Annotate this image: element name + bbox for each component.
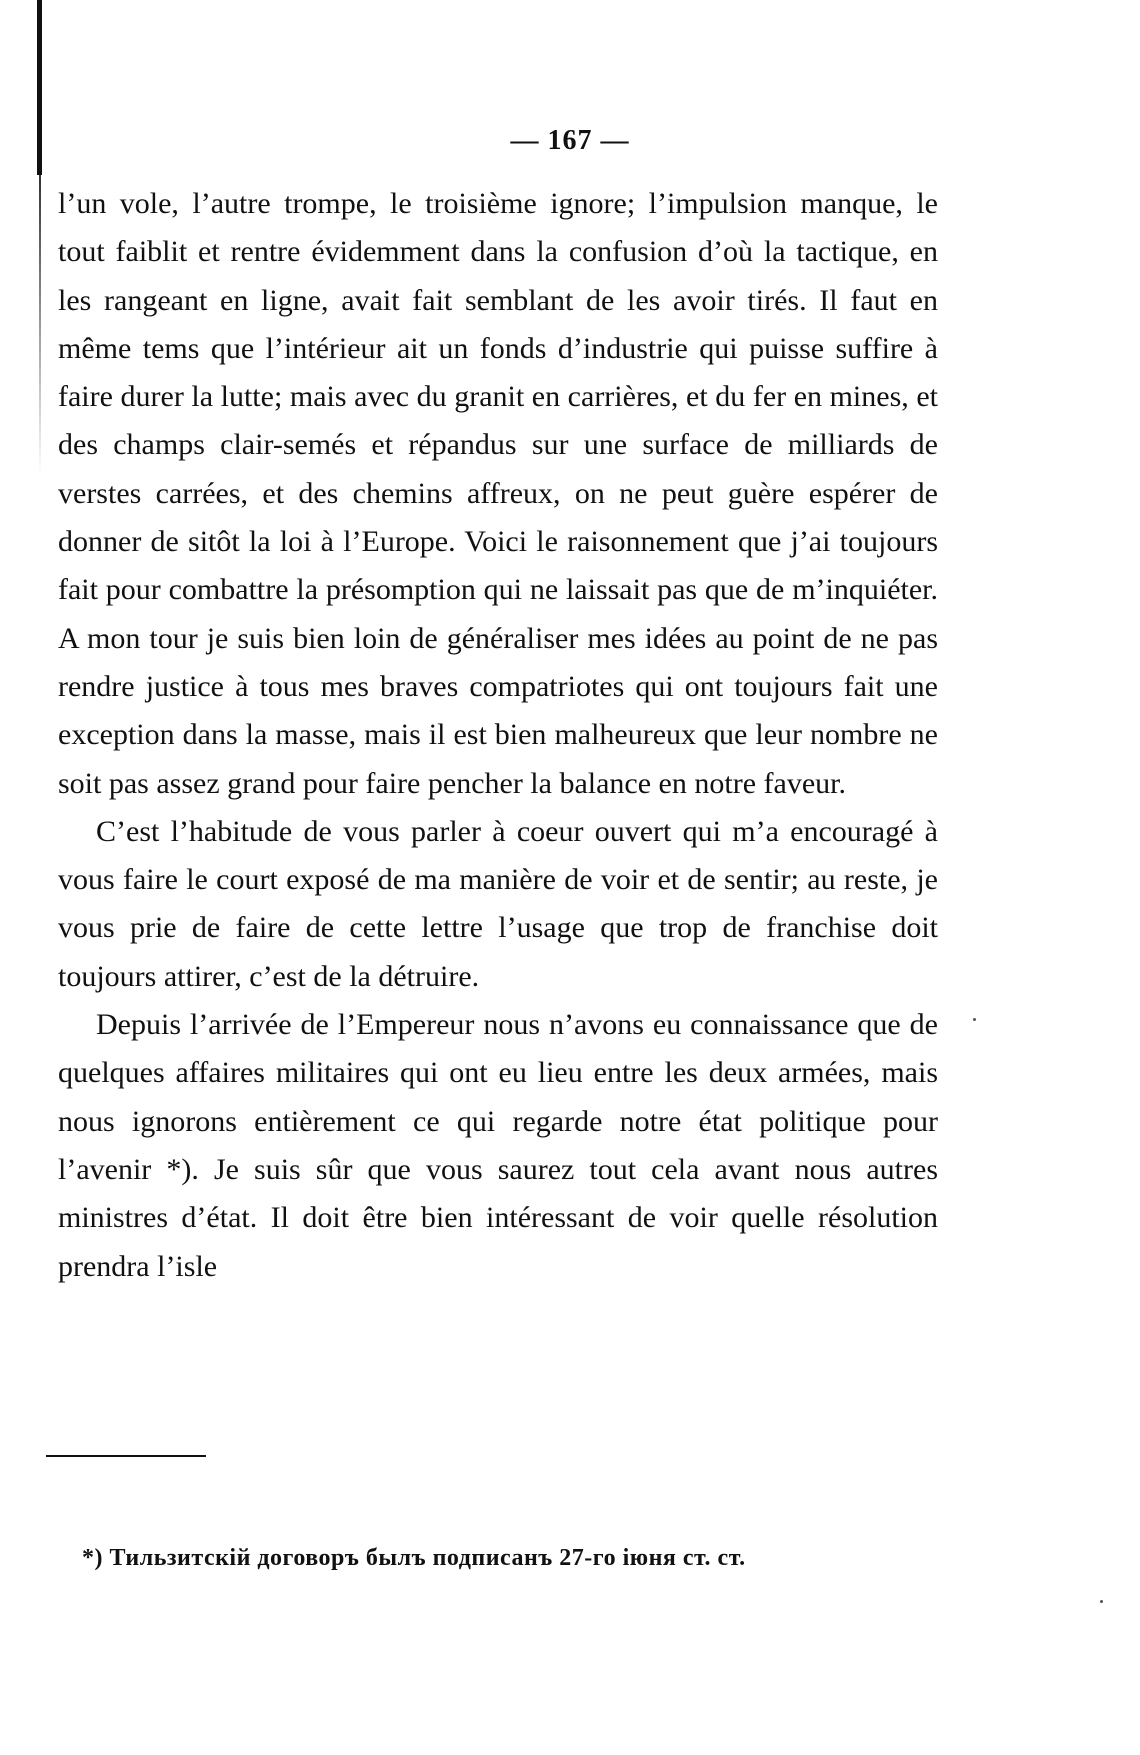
body-text (58, 180, 938, 1291)
paragraph-2: C’est l’habitude de vous parler à coeur ouvert qui m’a encouragé à vous faire le court exposé de ma manière de voir et de sentir; au reste, je vous prie de faire de cette lettre l’usage que trop de franchise doit toujours attirer, c’est de la détruire. (58, 814, 938, 993)
scan-speck (973, 1018, 976, 1021)
scan-speck (1100, 1600, 1103, 1603)
scan-edge-shadow (39, 175, 41, 475)
footnote-rule (46, 1455, 206, 1457)
page-number: — 167 — (510, 125, 630, 156)
paragraph-3: Depuis l’arrivée de l’Empereur nous n’avons eu connaissance que de quelques affaires militaires qui ont eu lieu entre les deux armées, mais nous ignorons entièrement ce qui regarde notre état politique pour l’avenir *). Je suis sûr que vous saurez tout cela avant nous autres ministres d’état. Il doit être bien intéressant de voir quelle résolution prendra l’isle (58, 1008, 938, 1283)
footnote: *) Тильзитскій договоръ былъ подписанъ 27-го іюня ст. ст. (82, 1545, 746, 1571)
paragraph-1: l’un vole, l’autre trompe, le troisième ignore; l’impulsion manque, le tout faiblit et rentre évidemment dans la confusion d’où la tactique, en les rangeant en ligne, avait fait semblant de les avoir tirés. Il faut en même tems que l’intérieur ait un fonds d’industrie qui puisse suffire à faire durer la lutte; mais avec du granit en carrières, et du fer en mines, et des champs clair-semés et répandus sur une surface de milliards de verstes carrées, et des chemins affreux, on ne peut guère espérer de donner de sitôt la loi à l’Europe. Voici le raisonnement que j’ai toujours fait pour combattre la présomption qui ne laissait pas que de m’inquiéter. A mon tour je suis bien loin de généraliser mes idées au point de ne pas rendre justice à tous mes braves compatriotes qui ont toujours fait une exception dans la masse, mais il est bien malheureux que leur nombre ne soit pas assez grand pour faire pencher la balance en notre faveur. (58, 187, 938, 800)
